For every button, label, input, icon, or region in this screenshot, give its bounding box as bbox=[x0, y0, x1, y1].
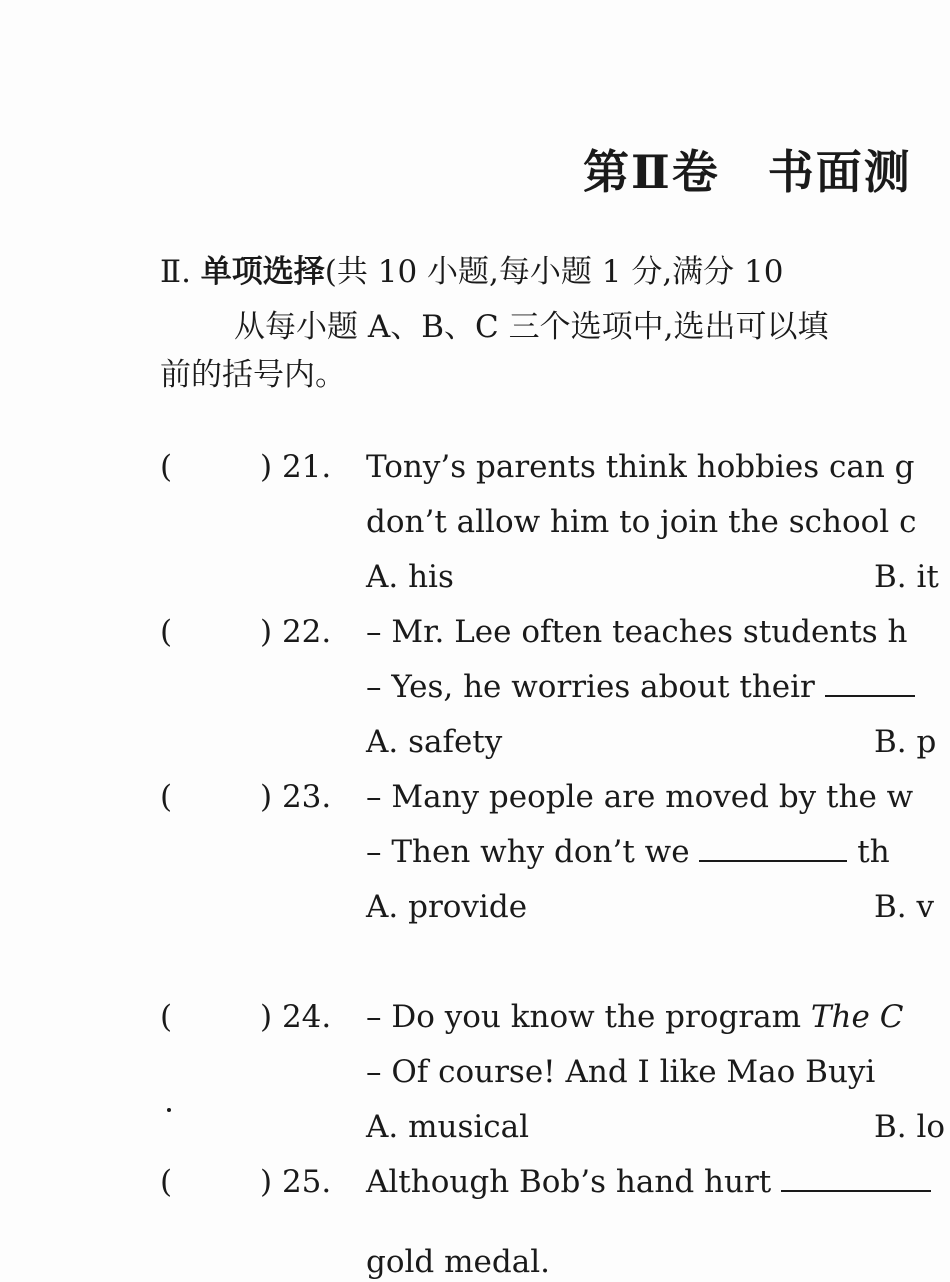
question-21-line-1: Tony’s parents think hobbies can g bbox=[366, 449, 915, 485]
question-23-line-2-tail: th bbox=[857, 834, 890, 870]
answer-paren-21[interactable]: ( bbox=[160, 449, 173, 485]
question-23-line-2-text: – Then why don’t we bbox=[366, 834, 690, 870]
section-label: 单项选择 bbox=[200, 254, 325, 290]
question-25-line-2: gold medal. bbox=[366, 1244, 550, 1280]
question-23-option-b[interactable]: B. v bbox=[874, 889, 935, 925]
question-22-option-a[interactable]: A. safety bbox=[366, 724, 503, 760]
question-25-line-1-text: Although Bob’s hand hurt bbox=[366, 1164, 772, 1200]
question-24-option-b[interactable]: B. lo bbox=[874, 1109, 946, 1145]
question-24-option-a[interactable]: A. musical bbox=[366, 1109, 530, 1145]
question-24-line-1 bbox=[366, 997, 903, 1037]
answer-paren-23[interactable]: ( bbox=[160, 779, 173, 815]
answer-blank-25 bbox=[781, 1162, 931, 1192]
question-24-line-2: – Of course! And I like Mao Buyi bbox=[366, 1054, 876, 1090]
stray-dot bbox=[167, 1108, 171, 1112]
page-title: 第Ⅱ卷 书面测 bbox=[583, 145, 912, 199]
question-21-option-b[interactable]: B. it bbox=[874, 559, 939, 595]
question-23-line-2 bbox=[366, 832, 890, 872]
question-22-option-b[interactable]: B. p bbox=[874, 724, 937, 760]
section-instruction-line-1: 从每小题 A、B、C 三个选项中,选出可以填 bbox=[234, 309, 829, 345]
question-21-line-2: don’t allow him to join the school c bbox=[366, 504, 917, 540]
question-number-25: ) 25. bbox=[260, 1164, 332, 1200]
question-22-line-2-text: – Yes, he worries about their bbox=[366, 669, 815, 705]
question-22-line-2 bbox=[366, 667, 915, 707]
question-25-line-1 bbox=[366, 1162, 931, 1202]
question-number-24: ) 24. bbox=[260, 999, 332, 1035]
answer-blank-22 bbox=[825, 667, 915, 697]
question-21-option-a[interactable]: A. his bbox=[366, 559, 454, 595]
section-heading bbox=[160, 252, 783, 292]
question-23-option-a[interactable]: A. provide bbox=[366, 889, 528, 925]
answer-paren-22[interactable]: ( bbox=[160, 614, 173, 650]
question-22-line-1: – Mr. Lee often teaches students h bbox=[366, 614, 908, 650]
answer-blank-23 bbox=[699, 832, 847, 862]
question-number-21: ) 21. bbox=[260, 449, 332, 485]
question-24-line-1-text: – Do you know the program bbox=[366, 999, 811, 1035]
section-instruction-line-2: 前的括号内。 bbox=[160, 357, 346, 393]
answer-paren-24[interactable]: ( bbox=[160, 999, 173, 1035]
section-roman-numeral: Ⅱ. bbox=[160, 254, 201, 290]
question-number-23: ) 23. bbox=[260, 779, 332, 815]
question-23-line-1: – Many people are moved by the w bbox=[366, 779, 914, 815]
section-scoring: (共 10 小题,每小题 1 分,满分 10 bbox=[324, 254, 784, 290]
program-title: The C bbox=[810, 999, 904, 1035]
answer-paren-25[interactable]: ( bbox=[160, 1164, 173, 1200]
question-number-22: ) 22. bbox=[260, 614, 332, 650]
